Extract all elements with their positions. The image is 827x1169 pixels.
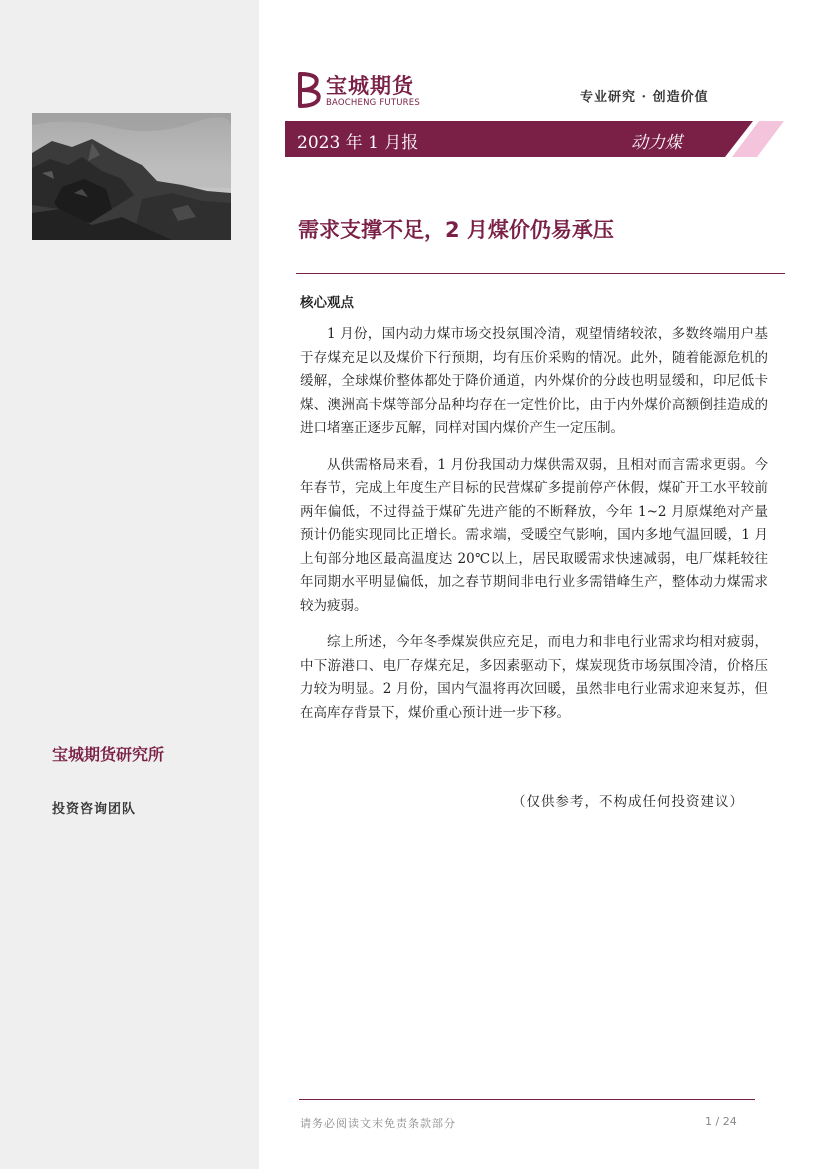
team-name: 投资咨询团队: [52, 802, 137, 817]
report-banner: [285, 121, 725, 157]
banner-slash-decoration: [712, 121, 784, 157]
section-heading: 核心观点: [300, 295, 354, 311]
research-institute-name: 宝城期货研究所: [52, 745, 165, 764]
report-period: 2023 年 1 月报: [297, 133, 419, 153]
slogan: 专业研究 · 创造价值: [580, 90, 709, 105]
footer-divider: [299, 1099, 755, 1100]
company-logo: [296, 70, 436, 112]
core-view-body: [300, 323, 768, 738]
paragraph: 1 月份，国内动力煤市场交投氛围冷清，观望情绪较浓，多数终端用户基于存煤充足以及煤价下行预期，均有压价采购的情况。此外，随着能源危机的缓解，全球煤价整体都处于降价通道，内外煤价的分歧也明显缓和，印尼低卡煤、澳洲高卡煤等部分品种均存在一定性价比，由于内外煤价高额倒挂造成的进口堵塞正逐步瓦解，同样对国内煤价产生一定压制。: [300, 326, 768, 436]
product-name: 动力煤: [631, 133, 682, 153]
page-number: 1 / 24: [705, 1115, 737, 1128]
coal-pile-image: [32, 113, 231, 240]
logo-english-name: BAOCHENG FUTURES: [326, 98, 420, 108]
disclaimer: （仅供参考，不构成任何投资建议）: [512, 794, 744, 810]
logo-chinese-name: 宝城期货: [326, 73, 414, 98]
paragraph: 综上所述，今年冬季煤炭供应充足，而电力和非电行业需求均相对疲弱，中下游港口、电厂存煤充足，多因素驱动下，煤炭现货市场氛围冷清，价格压力较为明显。2 月份，国内气温将再次回暖，虽然非电行业需求迎来复苏，但在高库存背景下，煤价重心预计进一步下移。: [300, 634, 768, 721]
coal-pile-photo: [32, 113, 231, 240]
footer-note: 请务必阅读文末免责条款部分: [300, 1117, 456, 1130]
title-divider: [296, 273, 785, 274]
sidebar: [0, 0, 259, 1169]
logo-icon: [296, 72, 322, 108]
report-headline: 需求支撑不足，2 月煤价仍易承压: [298, 218, 614, 242]
paragraph: 从供需格局来看，1 月份我国动力煤供需双弱，且相对而言需求更弱。今年春节，完成上年度生产目标的民营煤矿多提前停产休假，煤矿开工水平较前两年偏低，不过得益于煤矿先进产能的不断释放，今年 1~2 月原煤绝对产量预计仍能实现同比正增长。需求端，受暖空气影响，国内多地气温回暖，1 月上旬部分地区最高温度达 20℃以上，居民取暖需求快速减弱，电厂煤耗较往年同期水平明显偏低，加之春节期间非电行业多需错峰生产，整体动力煤需求较为疲弱。: [300, 456, 768, 614]
